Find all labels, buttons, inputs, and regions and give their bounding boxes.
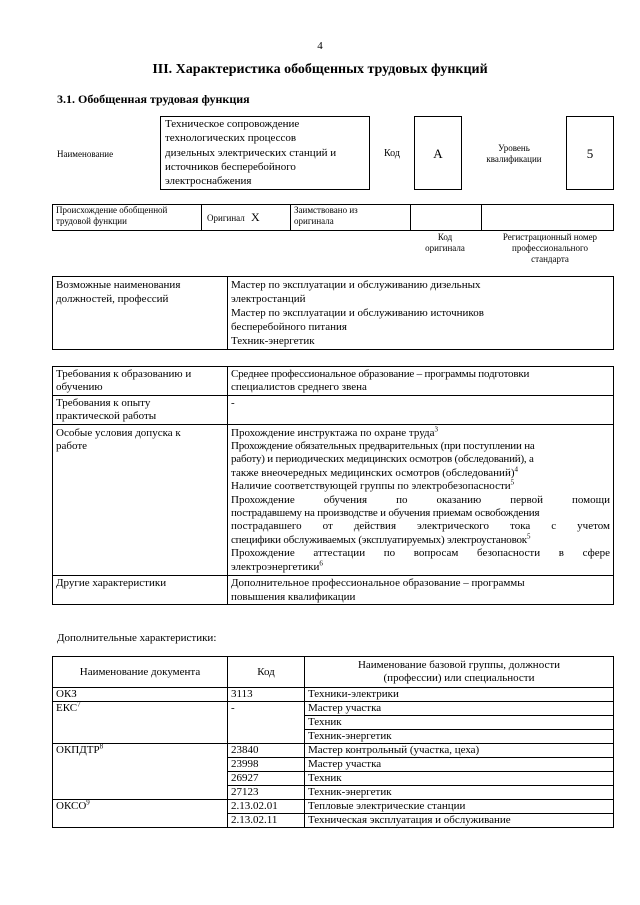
subsection-title: 3.1. Обобщенная трудовая функция — [57, 92, 250, 106]
registration-label — [486, 232, 614, 265]
header-doc: Наименование документа — [53, 657, 228, 688]
row-name: Мастер участка — [305, 702, 614, 716]
row-code: 23998 — [228, 758, 305, 772]
condition-line — [231, 534, 610, 547]
registration-cell — [482, 205, 614, 231]
position-line: Мастер по эксплуатации и обслуживанию дизельных — [231, 279, 481, 291]
original-mark: X — [250, 210, 260, 224]
row-code: 2.13.02.01 — [228, 800, 305, 814]
condition-text: Прохождение инструктажа по охране труда — [231, 426, 435, 439]
level-value: 5 — [566, 116, 614, 190]
function-name — [160, 116, 370, 190]
borrowed-cell — [291, 205, 411, 231]
footnote-ref: 6 — [319, 559, 323, 568]
education-value-line: Среднее профессиональное образование – программы подготовки — [231, 368, 530, 380]
positions-table — [52, 276, 614, 350]
condition-line: Прохождение обучения по оказанию первой помощи — [231, 493, 610, 506]
conditions-row — [53, 424, 614, 575]
experience-value: - — [228, 395, 614, 424]
table-row — [53, 702, 614, 716]
registration-line: стандарта — [531, 254, 569, 264]
position-line: электростанций — [231, 293, 306, 305]
level-label-line: квалификации — [486, 154, 542, 164]
education-label-line: обучению — [56, 381, 103, 394]
level-label-line: Уровень — [498, 143, 530, 153]
additional-header-row — [53, 657, 614, 688]
origin-label-line: трудовой функции — [56, 216, 127, 226]
footnote-ref: 8 — [99, 742, 104, 751]
condition-line — [231, 480, 610, 493]
function-name-line: дизельных электрических станций и — [165, 146, 337, 159]
conditions-label-line: работе — [56, 440, 88, 453]
footnote-ref: 9 — [86, 798, 90, 807]
doc-okz: ОКЗ — [53, 688, 228, 702]
function-name-line: электроснабжения — [165, 175, 252, 188]
section-title: III. Характеристика обобщенных трудовых функций — [152, 62, 488, 77]
additional-title: Дополнительные характеристики: — [57, 632, 217, 644]
header-name — [305, 657, 614, 688]
experience-label-line: практической работы — [56, 410, 157, 423]
original-cell — [202, 205, 291, 231]
condition-text: электроэнергетики — [231, 560, 320, 573]
other-value-line: повышения квалификации — [231, 590, 356, 603]
name-label: Наименование — [57, 149, 114, 159]
registration-line: профессионального — [512, 243, 588, 253]
row-code: 27123 — [228, 786, 305, 800]
row-name: Техник-энергетик — [305, 786, 614, 800]
other-value-line: Дополнительное профессиональное образование – программы — [231, 577, 525, 590]
borrowed-line: Заимствовано из — [294, 205, 358, 215]
experience-row — [53, 395, 614, 424]
borrowed-line: оригинала — [294, 216, 334, 226]
function-name-line: технологических процессов — [165, 132, 297, 145]
doc-eks-label: ЕКС — [56, 702, 78, 714]
footnote-ref: 4 — [514, 465, 518, 474]
row-name: Мастер контрольный (участка, цеха) — [305, 744, 614, 758]
condition-line — [231, 424, 610, 440]
condition-line: Прохождение обязательных предварительных (при поступлении на — [231, 440, 535, 453]
additional-table — [52, 656, 614, 828]
experience-label — [53, 395, 228, 424]
level-label — [476, 143, 552, 165]
education-row — [53, 367, 614, 396]
header-name-line: (профессии) или специальности — [383, 672, 535, 684]
positions-values — [228, 277, 614, 350]
row-name: Техник — [305, 772, 614, 786]
code-original-line: Код — [437, 232, 453, 242]
origin-label-line: Происхождение обобщенной — [56, 205, 168, 215]
condition-text: Наличие соответствующей группы по электробезопасности — [231, 480, 511, 493]
code-value: А — [414, 116, 462, 190]
table-row — [53, 688, 614, 702]
condition-line: пострадавшего от действия электрического тока с учетом — [231, 520, 610, 533]
education-label-line: Требования к образованию и — [56, 368, 192, 380]
row-name: Техник-энергетик — [305, 730, 614, 744]
conditions-label — [53, 424, 228, 575]
footnote-ref: 7 — [77, 700, 81, 709]
row-name: Тепловые электрические станции — [305, 800, 614, 814]
conditions-value — [228, 424, 614, 575]
education-value-line: специалистов среднего звена — [231, 381, 367, 394]
page-number: 4 — [317, 40, 323, 52]
positions-label-line: Возможные наименования — [56, 279, 181, 291]
condition-line: Прохождение аттестации по вопросам безопасности в сфере — [231, 547, 610, 560]
position-line: бесперебойного питания — [231, 321, 347, 333]
row-name: Техники-электрики — [305, 688, 614, 702]
education-label — [53, 367, 228, 396]
origin-table — [52, 204, 614, 231]
header-name-line: Наименование базовой группы, должности — [357, 659, 561, 671]
row-name: Мастер участка — [305, 758, 614, 772]
condition-line: работу) и периодических медицинских осмотров (обследований), а — [231, 453, 534, 466]
row-code: 2.13.02.11 — [228, 814, 305, 828]
conditions-label-line: Особые условия допуска к — [56, 426, 181, 439]
doc-eks — [53, 702, 228, 744]
row-name: Техник — [305, 716, 614, 730]
registration-line: Регистрационный номер — [502, 232, 598, 242]
education-value — [228, 367, 614, 396]
position-line: Мастер по эксплуатации и обслуживанию источников — [231, 307, 484, 319]
row-code: 3113 — [228, 688, 305, 702]
footnote-ref: 5 — [510, 478, 515, 487]
other-label: Другие характеристики — [53, 576, 228, 605]
function-name-line: источников бесперебойного — [165, 160, 296, 173]
doc-okso-label: ОКСО — [56, 800, 87, 812]
table-row — [53, 744, 614, 758]
header-code: Код — [228, 657, 305, 688]
original-label: Оригинал — [207, 213, 245, 223]
row-code: 26927 — [228, 772, 305, 786]
code-label: Код — [384, 148, 400, 159]
row-code: 23840 — [228, 744, 305, 758]
condition-text: также внеочередных медицинских осмотров (обследований) — [231, 466, 515, 479]
positions-label-line: должностей, профессий — [56, 293, 169, 305]
experience-label-line: Требования к опыту — [56, 396, 151, 409]
footnote-ref: 3 — [434, 424, 439, 433]
requirements-table — [52, 366, 614, 605]
condition-line: пострадавшему на производстве и обучения приемам освобождения — [231, 507, 540, 520]
condition-line — [231, 467, 610, 480]
table-row — [53, 800, 614, 814]
position-line: Техник-энергетик — [231, 335, 315, 347]
condition-line — [231, 561, 610, 574]
original-code-cell — [411, 205, 482, 231]
doc-okso — [53, 800, 228, 828]
condition-text: специфики обслуживаемых (эксплуатируемых) электроустановок — [231, 533, 527, 546]
function-name-line: Техническое сопровождение — [165, 118, 300, 130]
other-value — [228, 576, 614, 605]
row-code: - — [228, 702, 305, 744]
doc-okpdtr — [53, 744, 228, 800]
code-original-label — [412, 232, 478, 254]
origin-label — [53, 205, 202, 231]
code-original-line: оригинала — [425, 243, 465, 253]
other-row — [53, 576, 614, 605]
positions-label — [53, 277, 228, 350]
footnote-ref: 5 — [526, 532, 531, 541]
doc-okpdtr-label: ОКПДТР — [56, 744, 100, 756]
row-name: Техническая эксплуатация и обслуживание — [305, 814, 614, 828]
